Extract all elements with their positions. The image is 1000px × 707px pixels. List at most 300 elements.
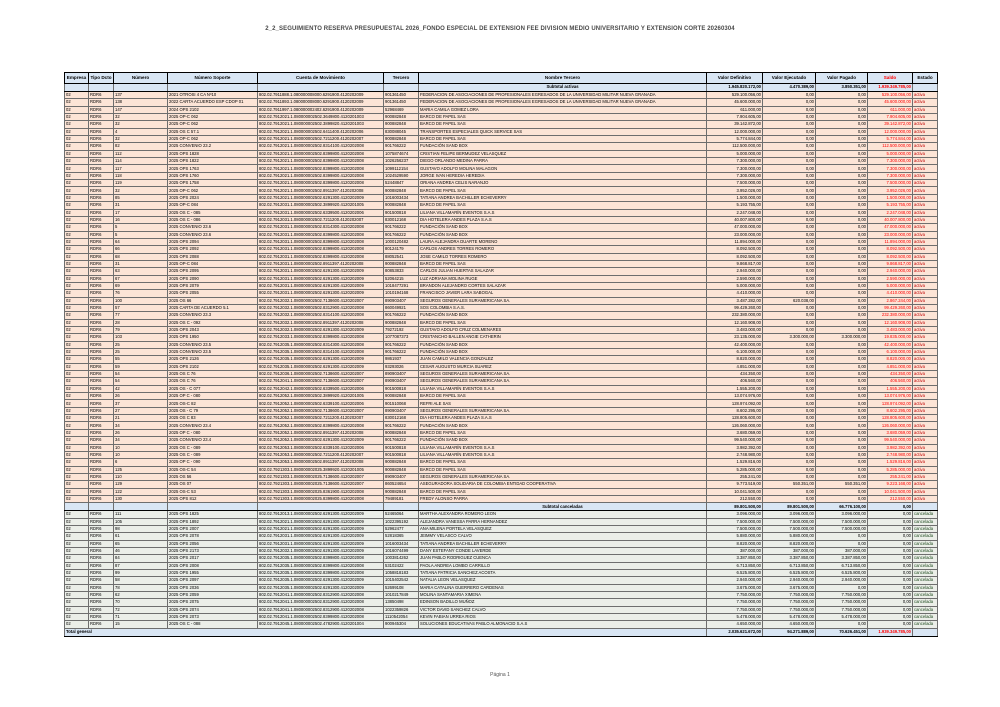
cell: 901766222 bbox=[384, 349, 419, 356]
cell: 2025 OS C - 086 bbox=[168, 216, 258, 223]
cell: 31 bbox=[114, 202, 168, 209]
cell: 2025 OP C - 080 bbox=[168, 429, 258, 436]
table-row bbox=[65, 481, 938, 488]
table-row bbox=[65, 202, 938, 209]
cell: 7.500.000,00 bbox=[816, 525, 868, 532]
table-row bbox=[65, 356, 938, 363]
cell: 3.680.059,00 bbox=[707, 429, 763, 436]
cell: 52465064 bbox=[384, 511, 419, 518]
cell: 830012168 bbox=[384, 216, 419, 223]
cell: NATALIA LEON VELASQUEZ bbox=[419, 577, 707, 584]
table-row bbox=[65, 150, 938, 157]
table-row bbox=[65, 128, 938, 135]
cell: 02 bbox=[65, 606, 89, 613]
saldo-cell: 232.380.000,00 bbox=[868, 312, 913, 319]
cell: RDR6 bbox=[89, 165, 114, 172]
cell: 802.02.7912035.1.080000002502.8399800.4120202008 bbox=[258, 562, 384, 569]
estado-cell: activa bbox=[913, 187, 938, 194]
cell: FUNDACIÓN SAND BOX bbox=[419, 349, 707, 356]
cell: 900882848 bbox=[384, 136, 419, 143]
table-row bbox=[65, 533, 938, 540]
cell: 15 bbox=[114, 621, 168, 628]
cell: 7.500.000,00 bbox=[707, 525, 763, 532]
cell: 0,00 bbox=[816, 114, 868, 121]
cell: 802.02.7912031.1.080000002502.8399800.4120202008 bbox=[258, 231, 384, 238]
cell: 2025 CONVENIO 23.6 bbox=[168, 231, 258, 238]
table-row bbox=[65, 238, 938, 245]
cell: 802.02.7912052.1.080000002502.7211200.4120202007 bbox=[258, 415, 384, 422]
cell: 4.650.000,00 bbox=[707, 621, 763, 628]
estado-cell: cancelada bbox=[913, 511, 938, 518]
saldo-cell: 2.867.244,00 bbox=[868, 297, 913, 304]
cell: 0,00 bbox=[763, 165, 816, 172]
cell: SEGUROS GENERALES SURAMERICANA SA. bbox=[419, 473, 707, 480]
saldo-cell: 23.000.000,00 bbox=[868, 231, 913, 238]
table-row bbox=[65, 180, 938, 187]
cell: RDR6 bbox=[89, 621, 114, 628]
cell: 3.096.000,00 bbox=[763, 511, 816, 518]
cell: 802.02.7912035.1.080000002502.6291300.4120202009 bbox=[258, 356, 384, 363]
estado-cell: activa bbox=[913, 459, 938, 466]
cell: LILIANA VILLAMARÍN EVENTOS S.A.S bbox=[419, 444, 707, 451]
saldo-cell: 12.000.000,00 bbox=[868, 128, 913, 135]
saldo-cell: 19.835.000,00 bbox=[868, 334, 913, 341]
cell: 6.713.850,00 bbox=[816, 562, 868, 569]
estado-cell: activa bbox=[913, 260, 938, 267]
cell: 9.868.817,00 bbox=[707, 260, 763, 267]
cell: 0,00 bbox=[763, 429, 816, 436]
cell: 1075874674 bbox=[384, 150, 419, 157]
cell: 0,00 bbox=[763, 473, 816, 480]
cell: 126.060.000,00 bbox=[707, 422, 763, 429]
cell: 02 bbox=[65, 451, 89, 458]
cell: 0,00 bbox=[763, 180, 816, 187]
saldo-cell: 611.000,00 bbox=[868, 106, 913, 113]
cell: RDR6 bbox=[89, 92, 114, 99]
cell: 0,00 bbox=[763, 437, 816, 444]
cell: RDR6 bbox=[89, 209, 114, 216]
cell: 0,00 bbox=[763, 495, 816, 502]
saldo-cell: 0,00 bbox=[868, 555, 913, 562]
cell: 901766222 bbox=[384, 231, 419, 238]
cell: 99.429.260,00 bbox=[707, 304, 763, 311]
cell: 0,00 bbox=[763, 312, 816, 319]
cell: BARCO DE PAPEL SAS bbox=[419, 121, 707, 128]
saldo-cell: 0,00 bbox=[868, 562, 913, 569]
cell: 802.02.7912052.1.080000002502.8399800.4120202008 bbox=[258, 422, 384, 429]
table-row bbox=[65, 143, 938, 150]
table-row bbox=[65, 224, 938, 231]
cell: 5.478.000,00 bbox=[763, 614, 816, 621]
cell: 2.590.000,00 bbox=[707, 275, 763, 282]
table-row bbox=[65, 614, 938, 621]
cell: 2025 OS C 76 bbox=[168, 371, 258, 378]
cell: 0,00 bbox=[816, 312, 868, 319]
cell: 802.02.7912031.1.080000002502.8399800.4120202008 bbox=[258, 238, 384, 245]
column-header: Número bbox=[114, 73, 168, 84]
cell: 1077087373 bbox=[384, 334, 419, 341]
cell: 0,00 bbox=[816, 371, 868, 378]
cell: 4.851.000,00 bbox=[707, 363, 763, 370]
table-row bbox=[65, 114, 938, 121]
cell: DANY ESTEFANY CONDE LAVERDE bbox=[419, 547, 707, 554]
cell: 802.02.7921303.1.080000002025.8361900.4120202008 bbox=[258, 488, 384, 495]
cell: 1015402542 bbox=[384, 577, 419, 584]
cell: 5.478.000,00 bbox=[816, 614, 868, 621]
cell: 0,00 bbox=[816, 260, 868, 267]
cell: 2025 OPS 2092 bbox=[168, 246, 258, 253]
cell: 66 bbox=[114, 246, 168, 253]
cell: 802.02.7912052.1.080000002502.7138600.4120202007 bbox=[258, 407, 384, 414]
cell: 901766222 bbox=[384, 341, 419, 348]
empty-cell bbox=[168, 503, 258, 511]
table-row bbox=[65, 349, 938, 356]
cell: RDR6 bbox=[89, 180, 114, 187]
empty-cell bbox=[114, 503, 168, 511]
cell: 52448847 bbox=[384, 180, 419, 187]
estado-cell: cancelada bbox=[913, 540, 938, 547]
cell: 79 bbox=[114, 327, 168, 334]
cell: 0,00 bbox=[816, 319, 868, 326]
cell: 900882848 bbox=[384, 488, 419, 495]
estado-cell: activa bbox=[913, 92, 938, 99]
cell: REFRI ALE SAS bbox=[419, 400, 707, 407]
estado-cell: activa bbox=[913, 150, 938, 157]
table-row bbox=[65, 606, 938, 613]
cell: 7.500.000,00 bbox=[707, 180, 763, 187]
cell: 105 bbox=[114, 518, 168, 525]
cell: 02 bbox=[65, 577, 89, 584]
cell: RDR6 bbox=[89, 422, 114, 429]
cell: 5.000.000,00 bbox=[707, 282, 763, 289]
empty-cell bbox=[384, 503, 419, 511]
cell: 0,00 bbox=[763, 253, 816, 260]
cell: 69 bbox=[114, 282, 168, 289]
cell: RDR6 bbox=[89, 488, 114, 495]
valor-ejecutado-subtotal: 4.470.389,00 bbox=[763, 84, 816, 92]
cell: 7.750.000,00 bbox=[707, 606, 763, 613]
estado-cell: activa bbox=[913, 437, 938, 444]
empty-cell bbox=[89, 503, 114, 511]
cell: CARLOS ANDRES TORRES ROMERO bbox=[419, 246, 707, 253]
estado-cell: activa bbox=[913, 385, 938, 392]
cell: 802.02.7912021.1.080000002502.6291300.4120202009 bbox=[258, 194, 384, 201]
cell: 0,00 bbox=[816, 165, 868, 172]
cell: 52699108 bbox=[384, 584, 419, 591]
cell: 0,00 bbox=[816, 304, 868, 311]
cell: EDINSON BADILLO MUÑOZ bbox=[419, 599, 707, 606]
cell: 0,00 bbox=[763, 114, 816, 121]
cell: 2025 OPS 2036 bbox=[168, 584, 258, 591]
estado-cell: activa bbox=[913, 224, 938, 231]
saldo-cell: 5.000.000,00 bbox=[868, 150, 913, 157]
empty-cell bbox=[114, 84, 168, 92]
cell: 16 bbox=[114, 216, 168, 223]
cell: RDR6 bbox=[89, 495, 114, 502]
table-row bbox=[65, 268, 938, 275]
cell: 7.750.000,00 bbox=[763, 599, 816, 606]
cell: DIA HOTELERA ANDES PLAZA S.A.S bbox=[419, 415, 707, 422]
table-row bbox=[65, 341, 938, 348]
cell: 0,00 bbox=[816, 341, 868, 348]
cell: 25 bbox=[114, 349, 168, 356]
estado-cell: activa bbox=[913, 231, 938, 238]
cell: 7.750.000,00 bbox=[816, 599, 868, 606]
cell: 6.100.000,00 bbox=[707, 349, 763, 356]
cell: 0,00 bbox=[816, 216, 868, 223]
cell: 71 bbox=[114, 614, 168, 621]
table-row bbox=[65, 363, 938, 370]
table-row bbox=[65, 422, 938, 429]
cell: RDR6 bbox=[89, 385, 114, 392]
cell: 4 bbox=[114, 128, 168, 135]
cell: 802.02.7912021.1.080000002502.3649800.4120201003 bbox=[258, 114, 384, 121]
cell: 13.074.976,00 bbox=[707, 393, 763, 400]
cell: 550.351,00 bbox=[816, 481, 868, 488]
cell: 7.300.000,00 bbox=[707, 165, 763, 172]
cell: 02 bbox=[65, 106, 89, 113]
cell: 900882848 bbox=[384, 429, 419, 436]
cell: 2025 OPS 2059 bbox=[168, 592, 258, 599]
cell: 0,00 bbox=[763, 407, 816, 414]
cell: 111 bbox=[114, 511, 168, 518]
cell: 434.350,00 bbox=[707, 371, 763, 378]
cell: 2025 OPS 2024 bbox=[168, 194, 258, 201]
cell: 2025 OPS 2079 bbox=[168, 282, 258, 289]
subtotal-label: Subtotal canceladas bbox=[419, 503, 707, 511]
cell: 02 bbox=[65, 128, 89, 135]
column-header: Estado bbox=[913, 73, 938, 84]
cell: 802.02.7912032.1.080000002502.7138600.4120202007 bbox=[258, 297, 384, 304]
cell: 890903407 bbox=[384, 407, 419, 414]
estado-cell: activa bbox=[913, 209, 938, 216]
cell: 64 bbox=[114, 238, 168, 245]
cell: RDR6 bbox=[89, 525, 114, 532]
estado-cell: activa bbox=[913, 275, 938, 282]
empty-cell bbox=[65, 84, 89, 92]
estado-cell: activa bbox=[913, 341, 938, 348]
cell: MARIA CAMILA GOMEZ LORA bbox=[419, 106, 707, 113]
cell: 6.713.850,00 bbox=[763, 562, 816, 569]
saldo-cell: 7.500.000,00 bbox=[868, 180, 913, 187]
cell: 1.529.816,00 bbox=[707, 459, 763, 466]
cell: 900882848 bbox=[384, 393, 419, 400]
cell: 4.410.000,00 bbox=[707, 290, 763, 297]
cell: 02 bbox=[65, 562, 89, 569]
cell: 8.820.000,00 bbox=[707, 356, 763, 363]
subtotal-label: Subtotal activas bbox=[419, 84, 707, 92]
cell: 0,00 bbox=[763, 231, 816, 238]
cell: 0,00 bbox=[816, 327, 868, 334]
cell: RDR6 bbox=[89, 187, 114, 194]
cell: 802.02.7921303.1.080000002025.7138600.4120202007 bbox=[258, 473, 384, 480]
cell: 7.750.000,00 bbox=[707, 592, 763, 599]
cell: 76 bbox=[114, 290, 168, 297]
table-row bbox=[65, 584, 938, 591]
cell: SEGUROS GENERALES SURAMERICANA SA. bbox=[419, 371, 707, 378]
cell: 802.02.7912035.1.080000002502.6291300.4120202009 bbox=[258, 584, 384, 591]
empty-cell bbox=[384, 84, 419, 92]
cell: 2025 OPS 1825 bbox=[168, 511, 258, 518]
cell: 1003814262 bbox=[384, 555, 419, 562]
table-row bbox=[65, 555, 938, 562]
cell: RDR6 bbox=[89, 599, 114, 606]
cell: 1016003434 bbox=[384, 540, 419, 547]
cell: 2025 OPS 1763 bbox=[168, 165, 258, 172]
cell: 2025 OS C - 088 bbox=[168, 621, 258, 628]
saldo-cell: 99.429.260,00 bbox=[868, 304, 913, 311]
cell: 02 bbox=[65, 327, 89, 334]
cell: 0,00 bbox=[816, 194, 868, 201]
cell: 900882848 bbox=[384, 121, 419, 128]
estado-cell: cancelada bbox=[913, 518, 938, 525]
cell: 0,00 bbox=[763, 466, 816, 473]
saldo-cell: 0,00 bbox=[868, 599, 913, 606]
cell: 37 bbox=[114, 400, 168, 407]
cell: RDR6 bbox=[89, 584, 114, 591]
saldo-cell: 5.193.755,00 bbox=[868, 202, 913, 209]
cell: 3.387.850,00 bbox=[816, 555, 868, 562]
cell: LILIANA VILLAMARÍN EVENTOS S.A.S bbox=[419, 385, 707, 392]
saldo-cell: 12.160.908,00 bbox=[868, 319, 913, 326]
cell: 255.241,00 bbox=[707, 473, 763, 480]
cell: 890903407 bbox=[384, 473, 419, 480]
cell: 1110542054 bbox=[384, 614, 419, 621]
cell: 802.02.7912035.1.080000002502.6291300.4120202009 bbox=[258, 577, 384, 584]
cell: 387.000,00 bbox=[707, 547, 763, 554]
cell: 0,00 bbox=[763, 128, 816, 135]
cell: 0,00 bbox=[816, 180, 868, 187]
saldo-cell: 0,00 bbox=[868, 511, 913, 518]
cell: 0,00 bbox=[816, 128, 868, 135]
cell: 1099112154 bbox=[384, 165, 419, 172]
cell: 0,00 bbox=[763, 260, 816, 267]
cell: 901500818 bbox=[384, 209, 419, 216]
cell: 02 bbox=[65, 429, 89, 436]
cell: RDR6 bbox=[89, 459, 114, 466]
cell: 0,00 bbox=[816, 224, 868, 231]
cell: 130 bbox=[114, 495, 168, 502]
estado-cell: activa bbox=[913, 121, 938, 128]
cell: 0,00 bbox=[763, 216, 816, 223]
cell: 02 bbox=[65, 92, 89, 99]
saldo-cell: 0,00 bbox=[868, 533, 913, 540]
estado-cell: activa bbox=[913, 422, 938, 429]
cell: 02 bbox=[65, 158, 89, 165]
valor-definitivo-subtotal: 89.801.500,00 bbox=[707, 503, 763, 511]
empty-cell bbox=[258, 503, 384, 511]
table-row bbox=[65, 371, 938, 378]
cell: 02 bbox=[65, 621, 89, 628]
cell: 3.096.000,00 bbox=[816, 511, 868, 518]
estado-cell: cancelada bbox=[913, 584, 938, 591]
cell: 02 bbox=[65, 282, 89, 289]
cell: ORIANA ANDREA CELIS NARANJO bbox=[419, 180, 707, 187]
cell: 02 bbox=[65, 224, 89, 231]
cell: BARCO DE PAPEL SAS bbox=[419, 136, 707, 143]
cell: BARCO DE PAPEL SAS bbox=[419, 459, 707, 466]
cell: 3.300.000,00 bbox=[763, 334, 816, 341]
cell: 0,00 bbox=[816, 297, 868, 304]
cell: 2025 OP-C 062 bbox=[168, 136, 258, 143]
saldo-cell: 8.820.000,00 bbox=[868, 356, 913, 363]
saldo-cell: 42.400.000,00 bbox=[868, 341, 913, 348]
cell: LUZ ADRIANA MOLINA RUGE bbox=[419, 275, 707, 282]
saldo-cell: 7.904.605,00 bbox=[868, 114, 913, 121]
cell: 02 bbox=[65, 533, 89, 540]
saldo-cell: 45.600.000,00 bbox=[868, 99, 913, 106]
cell: 2025 OPS 2074 bbox=[168, 606, 258, 613]
cell: 900882848 bbox=[384, 187, 419, 194]
cell: 119 bbox=[114, 180, 168, 187]
cell: 900882848 bbox=[384, 114, 419, 121]
cell: 802.02.7912053.1.080000002502.6339100.4120202006 bbox=[258, 444, 384, 451]
cell: 100 bbox=[114, 297, 168, 304]
cell: 31 bbox=[114, 260, 168, 267]
cell: 900882848 bbox=[384, 459, 419, 466]
cell: 2025 OPS 1892 bbox=[168, 518, 258, 525]
cell: 10 bbox=[114, 444, 168, 451]
cell: 0,00 bbox=[816, 150, 868, 157]
empty-cell bbox=[258, 84, 384, 92]
cell: 122 bbox=[114, 488, 168, 495]
estado-cell: activa bbox=[913, 290, 938, 297]
cell: RDR6 bbox=[89, 341, 114, 348]
cell: RDR6 bbox=[89, 577, 114, 584]
cell: 02 bbox=[65, 275, 89, 282]
estado-cell: activa bbox=[913, 268, 938, 275]
cell: 5.285.000,00 bbox=[707, 466, 763, 473]
saldo-cell: 5.285.000,00 bbox=[868, 466, 913, 473]
cell: 2.940.000,00 bbox=[707, 268, 763, 275]
cell: 0,00 bbox=[816, 231, 868, 238]
cell: 0,00 bbox=[816, 459, 868, 466]
cell: RDR6 bbox=[89, 334, 114, 341]
cell: RDR6 bbox=[89, 150, 114, 157]
cell: 802.02.7912021.1.080000002502.8399800.4120202008 bbox=[258, 165, 384, 172]
cell: 2025 OPS 2073 bbox=[168, 614, 258, 621]
cell: 02 bbox=[65, 488, 89, 495]
estado-cell: activa bbox=[913, 238, 938, 245]
cell: 2025 OPS 2043 bbox=[168, 327, 258, 334]
cell: 802.02.7912031.1.080000002502.6291300.4120202009 bbox=[258, 268, 384, 275]
cell: RDR6 bbox=[89, 429, 114, 436]
cell: 1000120482 bbox=[384, 238, 419, 245]
estado-cell: activa bbox=[913, 363, 938, 370]
cell: 8.092.500,00 bbox=[707, 253, 763, 260]
cell: 110 bbox=[114, 473, 168, 480]
cell: 802.02.7912031.1.080000002502.6291300.4120202009 bbox=[258, 275, 384, 282]
table-row bbox=[65, 407, 938, 414]
cell: 7.500.000,00 bbox=[816, 518, 868, 525]
cell: RDR6 bbox=[89, 297, 114, 304]
cell: 0,00 bbox=[763, 371, 816, 378]
cell: 82 bbox=[114, 143, 168, 150]
cell: 0,00 bbox=[816, 99, 868, 106]
cell: 0,00 bbox=[763, 268, 816, 275]
table-body bbox=[65, 84, 938, 637]
cell: 0,00 bbox=[816, 92, 868, 99]
cell: 02 bbox=[65, 437, 89, 444]
saldo-cell: 0,00 bbox=[868, 540, 913, 547]
cell: 147 bbox=[114, 106, 168, 113]
saldo-cell: 3.483.000,00 bbox=[868, 327, 913, 334]
cell: FEDERACION DE ASOCIACIONES DE PROFESIONALES EGRESADOS DE LA UNIVERSIDAD MILITAR NUEVA GRANADA bbox=[419, 92, 707, 99]
estado-cell: activa bbox=[913, 451, 938, 458]
cell: 02 bbox=[65, 422, 89, 429]
cell: 57 bbox=[114, 304, 168, 311]
estado-cell: activa bbox=[913, 400, 938, 407]
